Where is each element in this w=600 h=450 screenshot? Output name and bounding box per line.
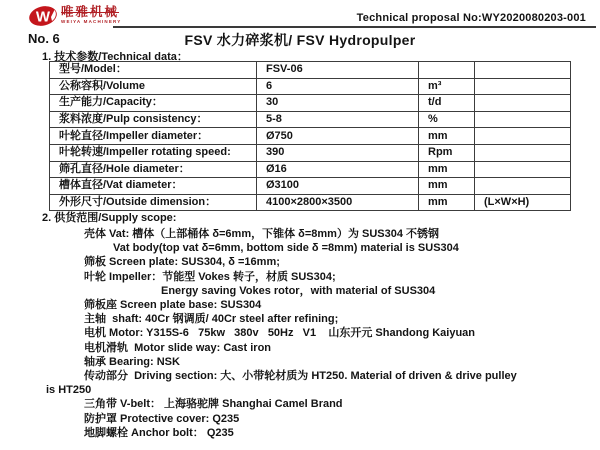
supply-scope-line: 三角带 V-belt： 上海骆驼牌 Shanghai Camel Brand bbox=[84, 398, 343, 411]
supply-scope-line: 电机滑轨 Motor slide way: Cast iron bbox=[84, 341, 272, 354]
svg-text:W: W bbox=[35, 8, 51, 26]
technical-data-heading: 1. 技术参数/Technical data： bbox=[42, 51, 188, 63]
table-row bbox=[50, 111, 571, 128]
spec-unit: mm bbox=[419, 178, 475, 195]
supply-scope-line: 壳体 Vat: 槽体（上部桶体 δ=6mm，下锥体 δ=8mm）为 SUS304 不锈钢 bbox=[84, 228, 440, 240]
table-row bbox=[50, 194, 571, 211]
supply-scope-line: 地脚螺栓 Anchor bolt： Q235 bbox=[84, 426, 234, 439]
spec-label: 公称容积/Volume bbox=[50, 78, 257, 95]
spec-value: FSV-06 bbox=[257, 62, 419, 79]
supply-scope-line: 筛板座 Screen plate base: SUS304 bbox=[84, 299, 262, 312]
supply-scope-line: Vat body(top vat δ=6mm, bottom side δ =8mm) material is SUS304 bbox=[113, 242, 459, 255]
table-row bbox=[50, 78, 571, 95]
spec-unit: mm bbox=[419, 194, 475, 211]
spec-value: 390 bbox=[257, 144, 419, 161]
spec-extra bbox=[475, 178, 571, 195]
spec-label: 外形尺寸/Outside dimension： bbox=[50, 194, 257, 211]
spec-label: 生产能力/Capacity： bbox=[50, 95, 257, 112]
spec-extra bbox=[475, 144, 571, 161]
spec-extra bbox=[475, 161, 571, 178]
table-row bbox=[50, 161, 571, 178]
spec-label: 型号/Model： bbox=[50, 62, 257, 79]
supply-scope-line: is HT250 bbox=[46, 384, 92, 397]
proposal-number: Technical proposal No:WY2020080203-001 bbox=[356, 12, 586, 24]
table-row bbox=[50, 178, 571, 195]
spec-extra bbox=[475, 95, 571, 112]
spec-unit: mm bbox=[419, 128, 475, 145]
table-row bbox=[50, 128, 571, 145]
supply-scope-line: 主轴 shaft: 40Cr 钢调质/ 40Cr steel after refining; bbox=[84, 313, 339, 326]
technical-data-table bbox=[49, 61, 571, 211]
spec-value: 5-8 bbox=[257, 111, 419, 128]
company-logo bbox=[28, 4, 122, 28]
supply-scope-line: 叶轮 Impeller：节能型 Vokes 转子，材质 SUS304; bbox=[84, 270, 336, 283]
spec-label: 叶轮转速/Impeller rotating speed: bbox=[50, 144, 257, 161]
spec-value: 6 bbox=[257, 78, 419, 95]
header-divider bbox=[113, 26, 596, 28]
spec-value: 4100×2800×3500 bbox=[257, 194, 419, 211]
spec-label: 槽体直径/Vat diameter： bbox=[50, 178, 257, 195]
spec-value: Ø750 bbox=[257, 128, 419, 145]
spec-extra bbox=[475, 78, 571, 95]
table-row bbox=[50, 95, 571, 112]
supply-scope-line: Energy saving Vokes rotor，with material of SUS304 bbox=[161, 284, 436, 297]
spec-unit: m³ bbox=[419, 78, 475, 95]
supply-scope-section bbox=[0, 212, 600, 440]
supply-scope-heading: 2. 供货范围/Supply scope: bbox=[42, 212, 177, 224]
table-row bbox=[50, 62, 571, 79]
spec-label: 叶轮直径/Impeller diameter： bbox=[50, 128, 257, 145]
spec-unit: t/d bbox=[419, 95, 475, 112]
supply-scope-line: 防护罩 Protective cover: Q235 bbox=[84, 412, 240, 425]
supply-scope-line: 传动部分 Driving section: 大、小带轮材质为 HT250. Material of driven & drive pulley bbox=[84, 370, 517, 383]
spec-value: 30 bbox=[257, 95, 419, 112]
spec-unit: mm bbox=[419, 161, 475, 178]
supply-scope-line: 筛板 Screen plate: SUS304, δ =16mm; bbox=[84, 256, 280, 269]
brand-name-cn: 唯雅机械 bbox=[61, 5, 120, 19]
spec-extra bbox=[475, 111, 571, 128]
spec-unit: % bbox=[419, 111, 475, 128]
spec-value: Ø16 bbox=[257, 161, 419, 178]
spec-unit bbox=[419, 62, 475, 79]
spec-extra bbox=[475, 128, 571, 145]
spec-unit: Rpm bbox=[419, 144, 475, 161]
weiya-logo-icon bbox=[28, 4, 58, 28]
spec-label: 浆料浓度/Pulp consistency： bbox=[50, 111, 257, 128]
supply-scope-line: 电机 Motor: Y315S-6 75kw 380v 50Hz V1 山东开元 Shandong Kaiyuan bbox=[84, 327, 476, 340]
supply-scope-line: 轴承 Bearing: NSK bbox=[84, 355, 180, 368]
page-title: FSV 水力碎浆机/ FSV Hydropulper bbox=[184, 32, 416, 48]
spec-value: Ø3100 bbox=[257, 178, 419, 195]
spec-label: 筛孔直径/Hole diameter： bbox=[50, 161, 257, 178]
spec-extra: (L×W×H) bbox=[475, 194, 571, 211]
spec-extra bbox=[475, 62, 571, 79]
brand-name-en: WEIYA MACHINERY bbox=[61, 18, 122, 24]
table-row bbox=[50, 144, 571, 161]
brand-text bbox=[61, 6, 122, 24]
document-number: No. 6 bbox=[28, 31, 60, 46]
